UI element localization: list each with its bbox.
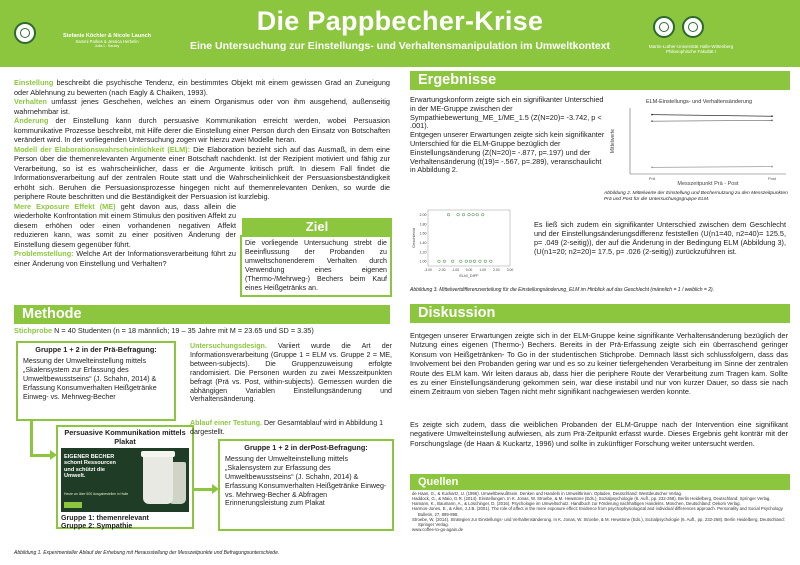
y-tick-label: 2.00	[419, 212, 427, 217]
plakat-slogan: EIGENER BECHER schont Ressourcen und schützt die Umwelt.	[64, 453, 116, 480]
diskussion-heading: Diskussion	[410, 304, 790, 323]
intro-problem: Problemstellung: Welche Art der Informationsverarbeitung führt zu einer Änderung von Einstellung und Verhalten?	[14, 249, 236, 268]
cup-icon	[143, 454, 173, 504]
x-tick-label: -2.00	[437, 268, 446, 272]
data-point	[771, 119, 773, 121]
figure3-caption: Abbildung 3. Mittelwertdifferenzverteilung für die Einstellungsänderung_ELM im Hinblick auf das Geschlecht (männlich = 1 / weiblich = 2).	[410, 287, 715, 293]
ergebnisse-me-result: Erwartungskonform zeigte sich ein signifikanter Unterschied in der ME-Gruppe zwischen der Sympathiebewertung_ME_1/ME_1.5 (Z(N=20)= -3.742, p < .001).	[410, 95, 604, 131]
quellen-item: Stroebe, W. (2014). Strategien zur Einstellungs- und Verhaltensänderung. In K. Jonas, W. Stroebe, & M. Hewstone (Eds.), Sozialpsychologie (6. Aufl., pp. 232-268). Berlin Heidelberg, Deutschland: Springer Verlag.	[412, 516, 785, 527]
flow-arrow-line	[30, 421, 33, 456]
quellen-item: Harmon-Jones, E., & Allen, J.J.B. (2001). The role of affect in the mere exposure effect: Evidence from psychophysiological and individual differences approach. Personality and Social Psychology Bulletin, 27, 889-898.	[412, 506, 783, 517]
ziel-heading: Ziel	[242, 218, 392, 236]
header-bar	[0, 0, 800, 67]
ergebnisse-text1	[410, 96, 608, 175]
chart-title: ELM-Einstellungs- und Verhaltensänderung	[645, 99, 753, 105]
x-tick-label: Prä	[648, 176, 656, 181]
methode-heading: Methode	[14, 305, 390, 324]
quellen-item: de Haan, G., & Kuckartz, U. (1996). Umweltbewußtsein. Denken und Handeln in Umweltkrisen. Opladen, Deutschland: Westdeutscher Verlag.	[412, 491, 683, 496]
ergebnisse-elm-result: Entgegen unserer Erwartungen zeigte sich kein signifikanter Unterschied für die ELM-Gruppe bezüglich der Einstellungsänderung (Z(N=20)= -.877, p=.197) und der Verhaltensänderung (t(19)= -.567, p=.289), veranschaulicht in Abbildung 2.	[410, 130, 605, 175]
plakat-logo-icon	[64, 502, 82, 508]
x-tick-label: 1.00	[479, 268, 486, 272]
y-tick-label: 1.00	[419, 259, 427, 264]
gruppen-list	[61, 514, 189, 531]
gruppe-1: Gruppe 1: themenrelevant	[61, 513, 149, 522]
y-axis-label: Geschlecht	[411, 227, 416, 249]
poster-subtitle: Eine Untersuchung zur Einstellungs- und Verhaltensmanipulation im Umweltkontext	[189, 40, 611, 52]
data-point	[651, 167, 653, 169]
quellen-item: www.coffee-to-go-again.de	[412, 527, 464, 533]
data-point	[651, 114, 653, 116]
poster-title: Die Pappbecher-Krise	[256, 6, 544, 36]
ziel-box: Die vorliegende Untersuchung strebt die Beeinflussung der Probanden zu umweltschonenderem Verhalten durch Verwendung eines eigenen (Thermo-/Mehrweg-) Bechers beim Kauf eines Heißgetränks an.	[240, 235, 392, 297]
gruppe-2: Gruppe 2: Sympathie	[61, 522, 133, 531]
data-point	[771, 115, 773, 117]
intro-verhalten: Verhalten umfasst jenes Geschehen, welches an einem Organismus oder von ihm ausgehend, außenseitig wahrnehmbar ist.	[14, 97, 390, 116]
university-name: Martin-Luther-Universität Halle-Wittenberg	[648, 44, 734, 49]
x-axis-label: ELM_DIFF	[459, 273, 479, 278]
plakat-image	[61, 448, 189, 512]
faculty-name: Philosophische Fakultät I	[665, 49, 717, 55]
x-tick-label: 0.00	[465, 268, 473, 272]
ergebnisse-heading: Ergebnisse	[410, 71, 790, 90]
x-tick-label: Post	[767, 176, 777, 181]
authors-sub2: Julia L. Sauley	[94, 44, 120, 49]
x-tick-label: 3.00	[506, 268, 514, 272]
y-tick-label: 1.80	[419, 222, 427, 227]
intro-me: Mere Exposure Effekt (ME) geht davon aus, dass allein die wiederholte Konfrontation mit einem Stimulus den positiven Affekt zu diesem erhöhen oder einen vorhandenen negativen Affekt reduzieren kann, was somit zu einer positiven Änderung der Einstellung diesem gegenüber führt.	[14, 201, 236, 249]
untersuchungsdesign-text: Untersuchungsdesign. Variiert wurde die Art der Informationsverarbeitung (Gruppe 1 = ELM vs. Gruppe 2 = ME, between-subjects). Die Gruppenzuweisung erfolgte randomisiert. Die Personen wurden zu zwei Messzeitpunkten befragt (Prä vs. Post, within-subjects). Gemessen wurden die abhängigen Variablen Einstellungsänderung und Verhaltensänderung.	[190, 342, 392, 404]
quellen-heading: Quellen	[410, 474, 790, 490]
y-tick-label: 1.20	[419, 250, 427, 255]
series-line-1	[652, 120, 772, 121]
plakat-title: Persuasive Kommunikation mittels Plakat	[64, 428, 186, 446]
data-point	[651, 120, 653, 122]
series-line-2	[652, 167, 772, 168]
intro-einstellung: Einstellung beschreibt die psychische Tendenz, ein bestimmtes Objekt mit einem gewissen Grad an Zuneigung oder Ablehnung zu bewerten (nach Eagly & Chaiken, 1993).	[14, 78, 390, 97]
university-seal-icon	[653, 16, 675, 38]
diskussion-p2: Es zeigte sich zudem, dass die weiblichen Probanden der ELM-Gruppe nach der Intervention eine signifikant negativere Umwelteinstellung aufwiesen, als zum Prä-Zeitpunkt erfasst wurde. Dieses Ergebnis geht konträr mit der Forschungslage (de Haan & Kuckartz, 1996) und sollte in zukünftiger Forschung weiter untersucht werden.	[410, 420, 788, 448]
faculty-seal-icon	[682, 16, 704, 38]
plot-area	[428, 210, 510, 266]
quellen-list	[412, 491, 788, 532]
y-tick-label: 1.40	[419, 240, 427, 245]
university-block	[636, 44, 746, 54]
x-tick-label: -3.00	[424, 268, 432, 272]
stichprobe-line: Stichprobe N = 40 Studenten (n = 18 männlich; 19 – 35 Jahre mit M = 23.65 und SD = 3.35)	[14, 326, 314, 335]
y-tick-label: 1.60	[419, 231, 427, 236]
x-tick-label: 2.00	[493, 268, 500, 272]
plakat-box	[56, 425, 194, 529]
x-tick-label: -1.00	[451, 268, 460, 272]
post-befragung-text: Messung der Umwelteinstellung mittels „Skalensystem zur Erfassung des Umweltbewusstseins“ (J. Schahn, 2014) & Erfassung Konsumverhalten Heißgetränke Einweg- vs. Mehrweg-Becher & Abfragen Erinnerungsleistung zum Plakat	[225, 454, 387, 508]
gender-scatter-chart	[410, 204, 514, 284]
y-axis-label: Mittelwerte	[610, 128, 616, 154]
elm-line-chart	[604, 96, 794, 190]
diskussion-p1: Entgegen unserer Erwartungen zeigte sich in der ELM-Gruppe keine signifikante Verhaltensänderung bezüglich der Nutzung eines eigenen (Thermo-) Bechers. Bereits in der Prä-Erfassung zeigte sich ein überraschend geringer Konsum von Heißgetränken- To Go in der studentischen Stichprobe. Demnach lässt sich schlussfolgern, dass das Involvement bei den Probanden gering war und es so zu keiner tiefergehenden Verarbeitung im Sinne der zentralen Route des ELM kam. Wir leiten daraus ab, dass hier die periphere Route der Verarbeitung zum Tragen kam. Sollte es zu einer Einstellungsänderung gekommen sein, war diese instabil und nur von kurzer Dauer, so dass sie nach einem Zeitraum von sieben Tagen nicht mehr signifikant nachgewiesen werden konnte.	[410, 331, 788, 397]
ergebnisse-text3: Es ließ sich zudem ein signifikanter Unterschied zwischen dem Geschlecht und der Einstellungsänderungsdifferenz feststellen (U(n1=40, n2=40)= 125.5, p= .049 (2-seitig)), der auf die Änderung in der Bedingung ELM (Abbildung 3), (U(n1=20; n2=20)= 17.5, p= .026 (2-seitig)) zurückzuführen ist.	[534, 220, 786, 256]
x-axis-label: Messzeitpunkt Prä - Post	[677, 181, 739, 187]
intro-elm: Modell der Elaborationswahrscheinlichkeit (ELM): Die Elaboration bezieht sich auf das Ausmaß, in dem eine Person über die themenrelevanten Argumente einer Botschaft nachdenkt. Ist der Rezipient motiviert und fähig zur Verarbeitung, so ist es wahrscheinlicher, dass er die Argumente kritisch prüft. In diesem Fall findet die Informationsverarbeitung auf der zentralen Route statt und die Wahrscheinlichkeit der Persuasionsbeständigkeit erhöht sich. Beruhen die Persuasionsprozesse hingegen nicht auf themenrelevanten Denken, so wurde die periphere Route beschritten und die Beständigkeit der Persuasion ist kurzlebig.	[14, 144, 390, 201]
authors-main: Stefanie Köchler & Nicole Launch	[62, 33, 152, 39]
ablauf-text: Ablauf einer Testung. Der Gesamtablauf wird in Abbildung 1 dargestellt.	[190, 419, 384, 436]
quellen-item: Haddock, G., & Maio, G.R. (2014). Einstellungen. In K. Jonas, W. Stroebe, & M. Hewstone (Eds.), Sozialpsychologie (6. Aufl., pp. 232-268). Berlin Heidelberg, Deutschland: Springer Verlag.	[412, 496, 771, 502]
pre-befragung-title: Gruppe 1 + 2 in der Prä-Befragung:	[35, 345, 157, 354]
pre-befragung-text: Messung der Umwelteinstellung mittels „Skalensystem zur Erfassung des Umweltbewusstseins“ (J. Schahn, 2014) & Erfassung Konsumverhalten Heißgetränke Einweg- vs. Mehrweg-Becher	[23, 356, 157, 401]
pre-befragung-box	[16, 341, 176, 421]
figure1-caption: Abbildung 1. Experimenteller Ablauf der Erhebung mit Herausstellung der Messzeitpunkte und Befragungsunterschiede.	[14, 550, 280, 556]
data-point	[771, 166, 773, 168]
series-line-0	[652, 115, 772, 117]
cup-lid-icon	[141, 451, 175, 457]
figure2-caption: Abbildung 2. Mittelwerte der Einstellung und Bechernutzung zu den Messzeitpunkten Prä und Post für die Untersuchungsgruppe ELM.	[604, 191, 788, 202]
intro-aenderung: Änderung der Einstellung kann durch persuasive Kommunikation erreicht werden, wobei Persuasion kommunikative Prozesse beschreibt, mit Hilfe derer die Einstellung einer Person durch den Einsatz von Botschaften verändert wird. In der vorliegenden Untersuchung zogen wir hierzu zwei Modelle heran.	[14, 116, 390, 144]
authors-sub: Sammi Parkes & Jessica Herbelin	[75, 38, 139, 44]
plakat-small-text: Heute an über 600 Ausgabestellen in Halle	[64, 491, 129, 496]
post-befragung-title: Gruppe 1 + 2 in derPost-Befragung:	[244, 443, 368, 452]
quellen-item: Hamann, K., Baumann, A., & Löschinger, D. (2016). Psychologie im Umweltschutz. Handbuch zur Förderung nachhaltigen Handelns. München, Deutschland: Oekom Verlag.	[412, 501, 741, 507]
post-befragung-box	[218, 439, 394, 531]
